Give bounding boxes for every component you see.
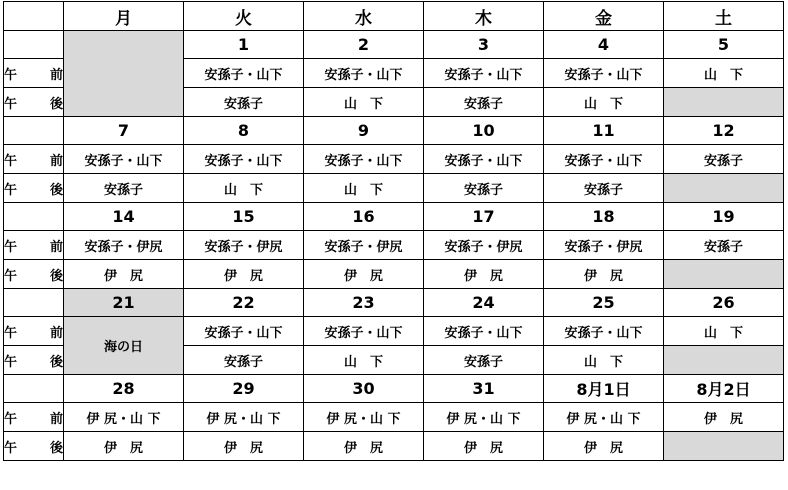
am-cell: 山 下 xyxy=(664,59,784,88)
am-cell: 安孫子・山下 xyxy=(304,317,424,346)
week5-date-row xyxy=(4,375,784,403)
date-cell: 14 xyxy=(64,203,184,231)
week2-am-row xyxy=(4,145,784,174)
date-cell: 7 xyxy=(64,117,184,145)
week3-pm-row xyxy=(4,260,784,289)
date-cell: 5 xyxy=(664,31,784,59)
date-cell: 29 xyxy=(184,375,304,403)
week1-date-row xyxy=(4,31,784,59)
pm-label: 午 後 xyxy=(4,432,64,461)
week2-pm-row xyxy=(4,174,784,203)
date-cell: 3 xyxy=(424,31,544,59)
label-spacer xyxy=(4,289,64,317)
date-cell: 8月2日 xyxy=(664,375,784,403)
date-cell: 10 xyxy=(424,117,544,145)
am-cell: 伊 尻・山 下 xyxy=(424,403,544,432)
am-cell: 安孫子 xyxy=(664,231,784,260)
pm-cell: 伊 尻 xyxy=(304,260,424,289)
weekday-tue: 火 xyxy=(184,2,304,31)
am-cell: 安孫子・山下 xyxy=(544,145,664,174)
corner-cell xyxy=(4,2,64,31)
pm-cell: 安孫子 xyxy=(424,88,544,117)
date-cell: 17 xyxy=(424,203,544,231)
week3-am-row xyxy=(4,231,784,260)
am-cell: 安孫子・山下 xyxy=(304,145,424,174)
pm-cell: 伊 尻 xyxy=(424,432,544,461)
pm-cell: 安孫子 xyxy=(424,346,544,375)
date-cell: 9 xyxy=(304,117,424,145)
am-label: 午 前 xyxy=(4,403,64,432)
date-cell: 22 xyxy=(184,289,304,317)
am-cell: 伊 尻・山 下 xyxy=(64,403,184,432)
am-cell: 安孫子・山下 xyxy=(184,317,304,346)
pm-cell: 山 下 xyxy=(544,346,664,375)
date-cell: 12 xyxy=(664,117,784,145)
week5-am-row xyxy=(4,403,784,432)
label-spacer xyxy=(4,203,64,231)
date-cell: 24 xyxy=(424,289,544,317)
pm-cell: 伊 尻 xyxy=(64,432,184,461)
closed-cell xyxy=(664,88,784,117)
pm-label: 午 後 xyxy=(4,174,64,203)
am-cell: 安孫子・山下 xyxy=(424,59,544,88)
pm-cell: 伊 尻 xyxy=(64,260,184,289)
am-cell: 伊 尻・山 下 xyxy=(184,403,304,432)
am-cell: 安孫子・山下 xyxy=(424,145,544,174)
date-cell: 25 xyxy=(544,289,664,317)
am-cell: 安孫子・山下 xyxy=(64,145,184,174)
date-cell: 18 xyxy=(544,203,664,231)
date-cell: 8 xyxy=(184,117,304,145)
week3-date-row xyxy=(4,203,784,231)
am-cell: 山 下 xyxy=(664,317,784,346)
closed-cell xyxy=(664,260,784,289)
pm-cell: 伊 尻 xyxy=(184,260,304,289)
holiday-date-cell: 21 xyxy=(64,289,184,317)
pm-cell: 安孫子 xyxy=(544,174,664,203)
am-cell: 安孫子・山下 xyxy=(304,59,424,88)
pm-label: 午 後 xyxy=(4,346,64,375)
am-cell: 安孫子・山下 xyxy=(544,59,664,88)
weekday-mon: 月 xyxy=(64,2,184,31)
pm-cell: 山 下 xyxy=(304,174,424,203)
label-spacer xyxy=(4,375,64,403)
am-cell: 安孫子・伊尻 xyxy=(544,231,664,260)
pm-label: 午 後 xyxy=(4,260,64,289)
pm-cell: 安孫子 xyxy=(184,346,304,375)
week4-am-row xyxy=(4,317,784,346)
pm-cell: 山 下 xyxy=(304,346,424,375)
date-cell: 1 xyxy=(184,31,304,59)
date-cell: 2 xyxy=(304,31,424,59)
pm-cell: 伊 尻 xyxy=(184,432,304,461)
closed-cell xyxy=(664,346,784,375)
am-cell: 安孫子・伊尻 xyxy=(184,231,304,260)
am-label: 午 前 xyxy=(4,59,64,88)
pm-cell: 伊 尻 xyxy=(304,432,424,461)
pm-cell: 安孫子 xyxy=(424,174,544,203)
date-cell: 30 xyxy=(304,375,424,403)
am-cell: 安孫子・山下 xyxy=(424,317,544,346)
am-cell: 伊 尻・山 下 xyxy=(544,403,664,432)
week5-pm-row xyxy=(4,432,784,461)
date-cell: 23 xyxy=(304,289,424,317)
date-cell: 4 xyxy=(544,31,664,59)
closed-cell xyxy=(664,432,784,461)
pm-label: 午 後 xyxy=(4,88,64,117)
weekday-header-row xyxy=(4,2,784,31)
closed-cell xyxy=(664,174,784,203)
am-cell: 伊 尻 xyxy=(664,403,784,432)
am-cell: 安孫子・山下 xyxy=(184,59,304,88)
am-cell: 伊 尻・山 下 xyxy=(304,403,424,432)
week2-date-row xyxy=(4,117,784,145)
pm-cell: 伊 尻 xyxy=(424,260,544,289)
label-spacer xyxy=(4,117,64,145)
am-cell: 安孫子・伊尻 xyxy=(64,231,184,260)
closed-cell xyxy=(64,31,184,117)
label-spacer xyxy=(4,31,64,59)
date-cell: 11 xyxy=(544,117,664,145)
date-cell: 16 xyxy=(304,203,424,231)
date-cell: 31 xyxy=(424,375,544,403)
pm-cell: 伊 尻 xyxy=(544,260,664,289)
date-cell: 26 xyxy=(664,289,784,317)
am-cell: 安孫子・伊尻 xyxy=(424,231,544,260)
pm-cell: 安孫子 xyxy=(64,174,184,203)
pm-cell: 山 下 xyxy=(184,174,304,203)
am-label: 午 前 xyxy=(4,317,64,346)
am-cell: 安孫子・山下 xyxy=(544,317,664,346)
pm-cell: 安孫子 xyxy=(184,88,304,117)
weekday-wed: 水 xyxy=(304,2,424,31)
weekday-thu: 木 xyxy=(424,2,544,31)
weekday-fri: 金 xyxy=(544,2,664,31)
pm-cell: 伊 尻 xyxy=(544,432,664,461)
pm-cell: 山 下 xyxy=(304,88,424,117)
date-cell: 15 xyxy=(184,203,304,231)
am-label: 午 前 xyxy=(4,231,64,260)
am-label: 午 前 xyxy=(4,145,64,174)
am-cell: 安孫子・山下 xyxy=(184,145,304,174)
date-cell: 19 xyxy=(664,203,784,231)
am-cell: 安孫子 xyxy=(664,145,784,174)
date-cell: 28 xyxy=(64,375,184,403)
date-cell: 8月1日 xyxy=(544,375,664,403)
holiday-name-cell: 海の日 xyxy=(64,317,184,375)
schedule-table xyxy=(3,1,783,488)
week4-date-row xyxy=(4,289,784,317)
pm-cell: 山 下 xyxy=(544,88,664,117)
weekday-sat: 土 xyxy=(664,2,784,31)
am-cell: 安孫子・伊尻 xyxy=(304,231,424,260)
